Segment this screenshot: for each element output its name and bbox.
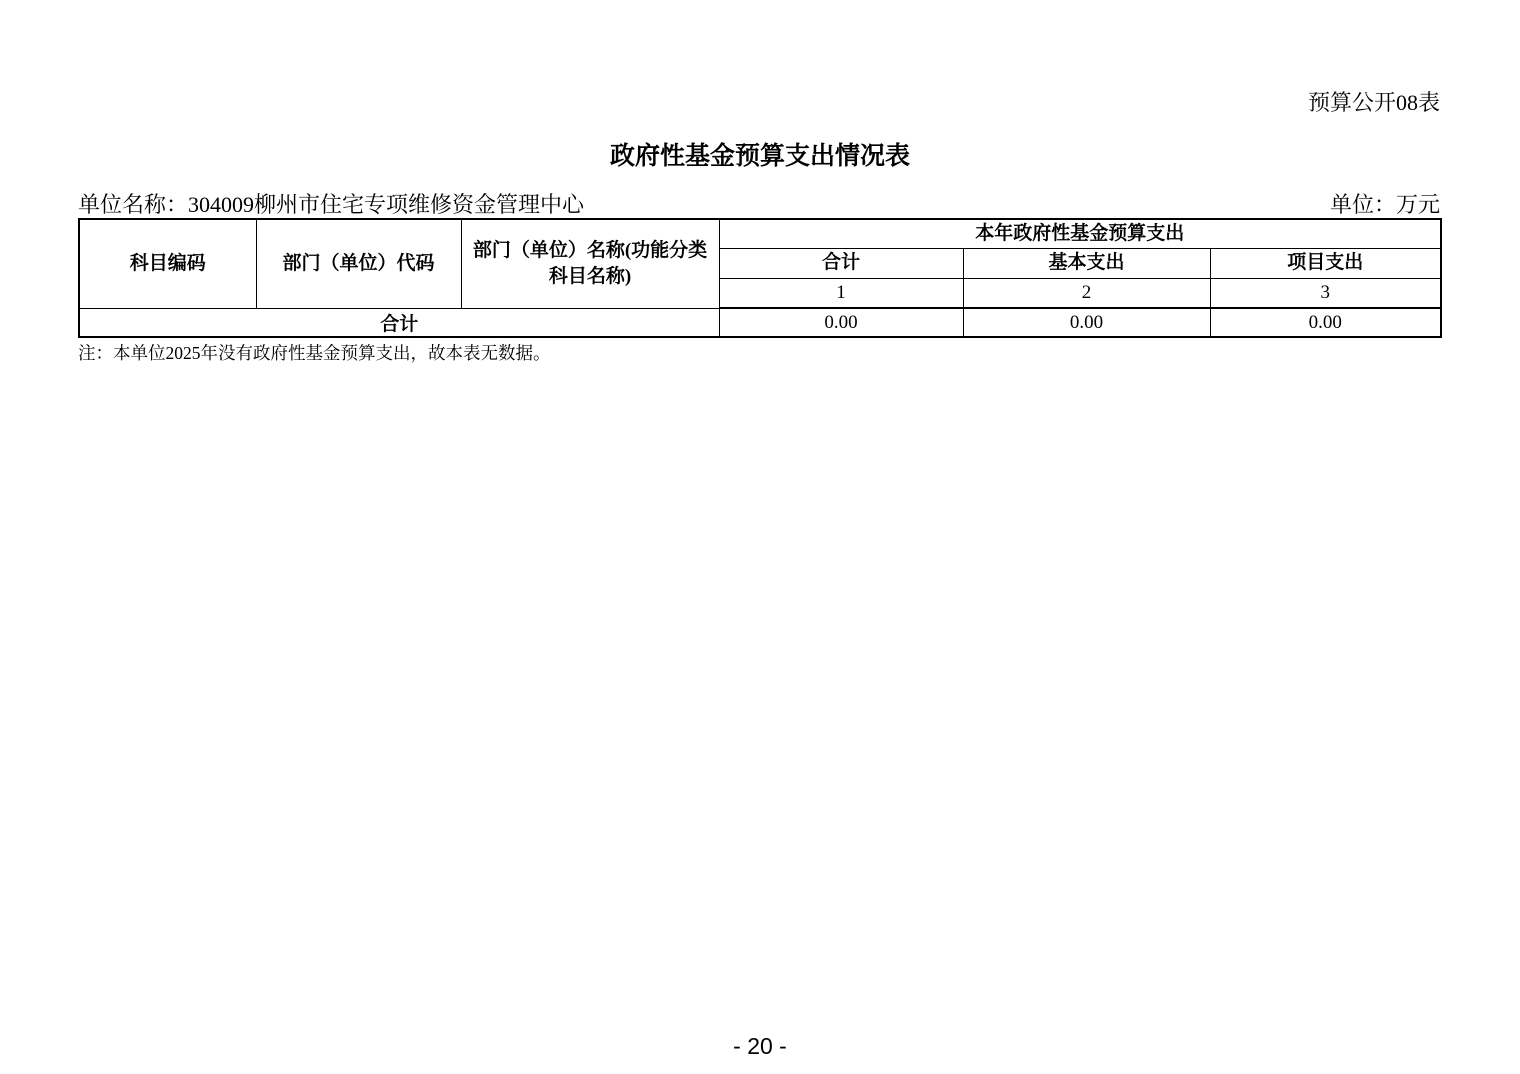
col-header-dept-code: 部门（单位）代码 [256, 219, 461, 308]
col-number-3: 3 [1210, 278, 1441, 308]
row-label-total: 合计 [79, 308, 719, 337]
col-header-total: 合计 [719, 248, 963, 278]
col-number-1: 1 [719, 278, 963, 308]
col-header-group: 本年政府性基金预算支出 [719, 219, 1441, 248]
col-header-dept-name: 部门（单位）名称(功能分类科目名称) [461, 219, 719, 308]
col-number-2: 2 [963, 278, 1210, 308]
page-number: - 20 - [733, 1033, 787, 1059]
cell-basic-value: 0.00 [963, 308, 1210, 337]
form-code: 预算公开08表 [1307, 90, 1440, 115]
col-header-project: 项目支出 [1210, 248, 1441, 278]
footnote: 注：本单位2025年没有政府性基金预算支出，故本表无数据。 [78, 343, 551, 363]
page-title: 政府性基金预算支出情况表 [609, 143, 910, 170]
unit-name: 单位名称：304009柳州市住宅专项维修资金管理中心 [78, 192, 585, 217]
meta-row [78, 188, 1440, 219]
col-header-basic: 基本支出 [963, 248, 1210, 278]
cell-total-value: 0.00 [719, 308, 963, 337]
table-row-total [79, 308, 1441, 337]
cell-project-value: 0.00 [1210, 308, 1441, 337]
unit-measure: 单位：万元 [1329, 192, 1440, 217]
header-row-group [79, 219, 1441, 248]
col-header-subject-code: 科目编码 [79, 219, 256, 308]
budget-expenditure-table [78, 218, 1442, 338]
